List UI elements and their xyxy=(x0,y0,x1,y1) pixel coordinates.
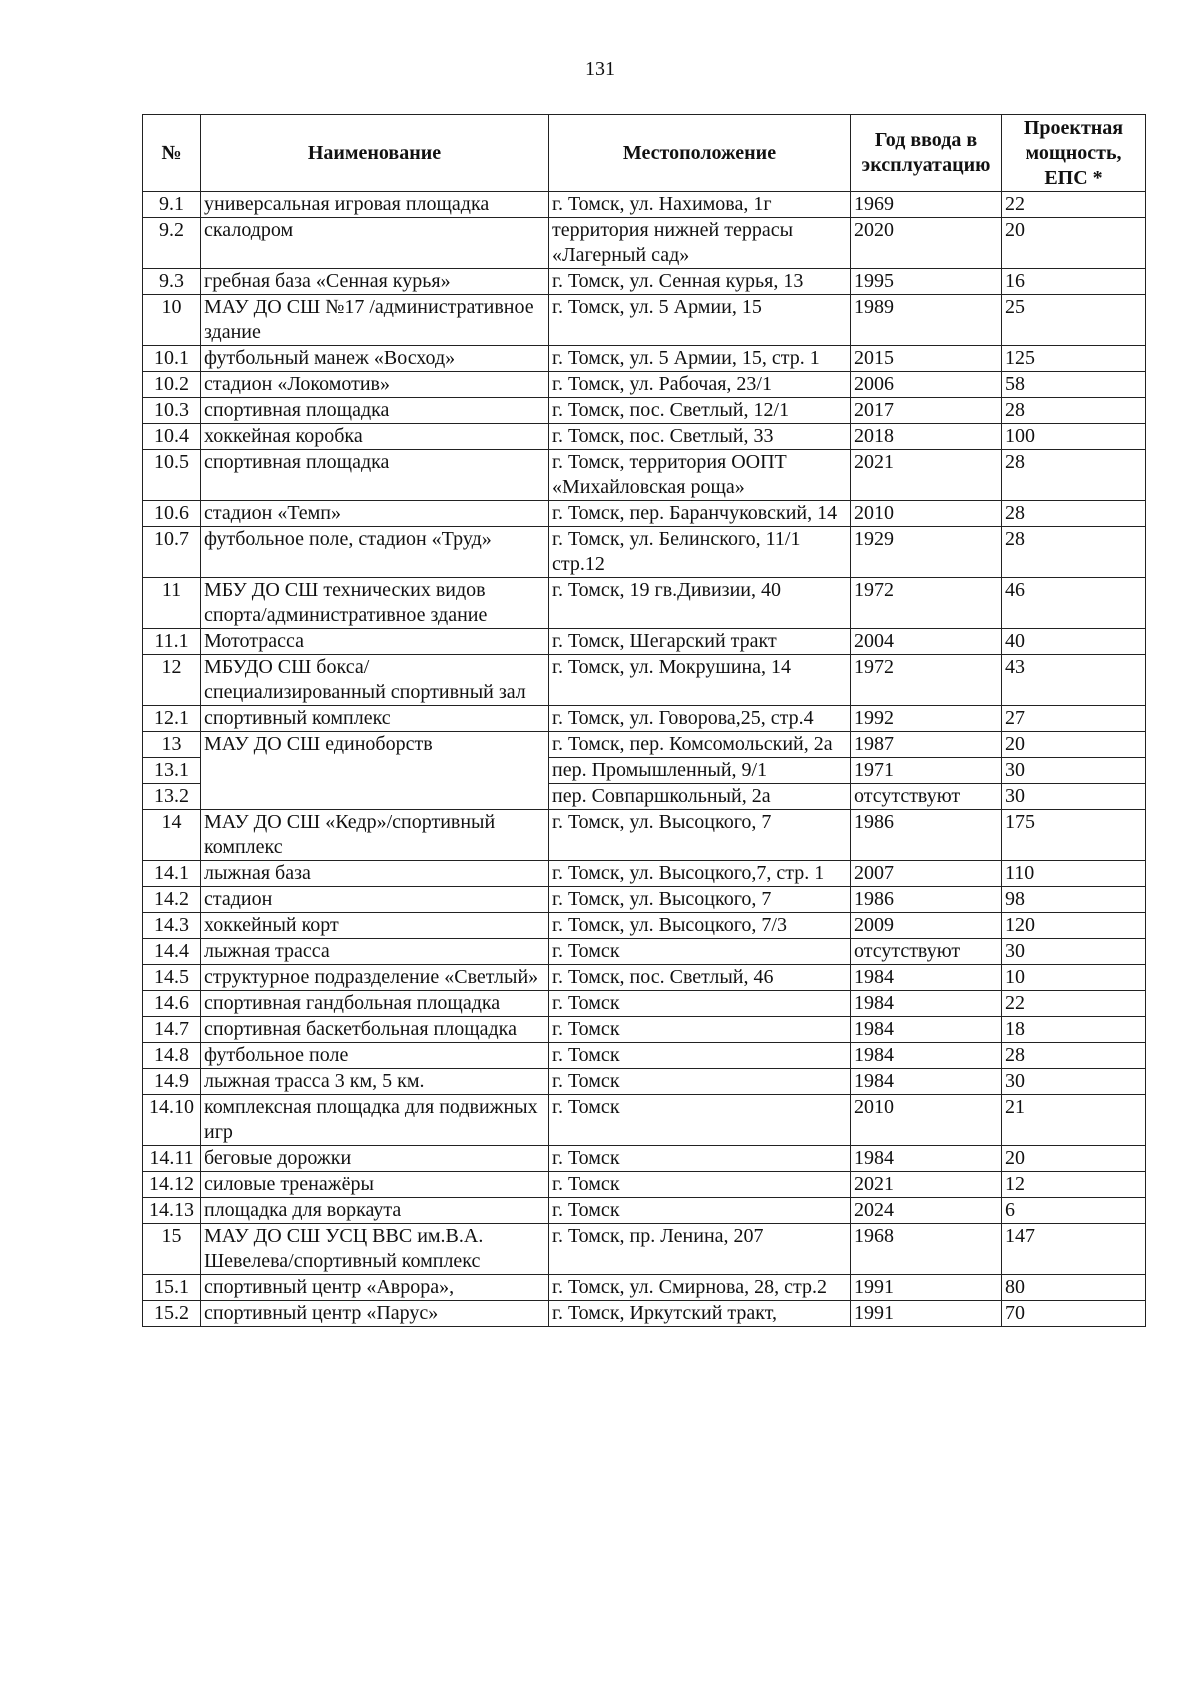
table-row xyxy=(143,810,1146,861)
cell-location: г. Томск xyxy=(549,1095,851,1146)
cell-capacity: 30 xyxy=(1002,784,1146,810)
cell-capacity: 20 xyxy=(1002,1146,1146,1172)
cell-year: 1984 xyxy=(851,965,1002,991)
cell-year: 1929 xyxy=(851,527,1002,578)
table-row xyxy=(143,269,1146,295)
cell-capacity: 22 xyxy=(1002,991,1146,1017)
cell-location: г. Томск, пос. Светлый, 33 xyxy=(549,424,851,450)
cell-location: г. Томск, пер. Баранчуковский, 14 xyxy=(549,501,851,527)
cell-name: МАУ ДО СШ единоборств xyxy=(201,732,549,810)
cell-num: 11.1 xyxy=(143,629,201,655)
cell-capacity: 28 xyxy=(1002,398,1146,424)
cell-name: хоккейный корт xyxy=(201,913,549,939)
cell-year: 2009 xyxy=(851,913,1002,939)
cell-year: 1987 xyxy=(851,732,1002,758)
cell-year: 2010 xyxy=(851,1095,1002,1146)
table-row xyxy=(143,861,1146,887)
cell-num: 14.4 xyxy=(143,939,201,965)
cell-name: спортивный центр «Аврора», xyxy=(201,1275,549,1301)
cell-location: г. Томск, Иркутский тракт, xyxy=(549,1301,851,1327)
cell-year: 1995 xyxy=(851,269,1002,295)
cell-name: универсальная игровая площадка xyxy=(201,192,549,218)
header-year: Год ввода в эксплуатацию xyxy=(851,115,1002,192)
table-row xyxy=(143,218,1146,269)
cell-name: хоккейная коробка xyxy=(201,424,549,450)
cell-num: 14.11 xyxy=(143,1146,201,1172)
header-name: Наименование xyxy=(201,115,549,192)
cell-name: лыжная трасса xyxy=(201,939,549,965)
cell-num: 15.2 xyxy=(143,1301,201,1327)
table-row xyxy=(143,346,1146,372)
cell-location: г. Томск, ул. Высоцкого, 7 xyxy=(549,887,851,913)
cell-name: Мототрасса xyxy=(201,629,549,655)
cell-num: 15.1 xyxy=(143,1275,201,1301)
cell-location: г. Томск, ул. Рабочая, 23/1 xyxy=(549,372,851,398)
cell-num: 14.2 xyxy=(143,887,201,913)
cell-capacity: 27 xyxy=(1002,706,1146,732)
table-row xyxy=(143,1069,1146,1095)
cell-year: 1984 xyxy=(851,1069,1002,1095)
cell-name: спортивная гандбольная площадка xyxy=(201,991,549,1017)
cell-location: г. Томск xyxy=(549,1198,851,1224)
cell-capacity: 110 xyxy=(1002,861,1146,887)
table-row xyxy=(143,965,1146,991)
table-row xyxy=(143,1146,1146,1172)
cell-capacity: 16 xyxy=(1002,269,1146,295)
cell-year: 2020 xyxy=(851,218,1002,269)
cell-capacity: 30 xyxy=(1002,758,1146,784)
cell-num: 14.9 xyxy=(143,1069,201,1095)
cell-location: г. Томск, ул. Белинского, 11/1 стр.12 xyxy=(549,527,851,578)
cell-year: отсутствуют xyxy=(851,784,1002,810)
table-row xyxy=(143,887,1146,913)
table-row xyxy=(143,398,1146,424)
cell-location: г. Томск xyxy=(549,1043,851,1069)
cell-num: 14.7 xyxy=(143,1017,201,1043)
sports-facilities-table xyxy=(142,114,1146,1327)
cell-year: 1969 xyxy=(851,192,1002,218)
cell-capacity: 30 xyxy=(1002,939,1146,965)
cell-year: 1972 xyxy=(851,578,1002,629)
cell-num: 14.13 xyxy=(143,1198,201,1224)
table-header-row xyxy=(143,115,1146,192)
cell-year: 2006 xyxy=(851,372,1002,398)
cell-name: лыжная база xyxy=(201,861,549,887)
cell-num: 10.5 xyxy=(143,450,201,501)
cell-location: г. Томск, ул. Говорова,25, стр.4 xyxy=(549,706,851,732)
cell-num: 11 xyxy=(143,578,201,629)
cell-name: площадка для воркаута xyxy=(201,1198,549,1224)
table-row xyxy=(143,1275,1146,1301)
cell-name: футбольное поле, стадион «Труд» xyxy=(201,527,549,578)
cell-year: 2010 xyxy=(851,501,1002,527)
cell-name: стадион «Локомотив» xyxy=(201,372,549,398)
cell-year: 1984 xyxy=(851,1146,1002,1172)
cell-capacity: 20 xyxy=(1002,218,1146,269)
cell-capacity: 46 xyxy=(1002,578,1146,629)
table-row xyxy=(143,1301,1146,1327)
cell-name: гребная база «Сенная курья» xyxy=(201,269,549,295)
cell-num: 9.1 xyxy=(143,192,201,218)
cell-location: г. Томск, ул. 5 Армии, 15, стр. 1 xyxy=(549,346,851,372)
cell-capacity: 28 xyxy=(1002,501,1146,527)
cell-capacity: 120 xyxy=(1002,913,1146,939)
cell-name: МАУ ДО СШ «Кедр»/спортивный комплекс xyxy=(201,810,549,861)
cell-location: пер. Промышленный, 9/1 xyxy=(549,758,851,784)
cell-year: 1968 xyxy=(851,1224,1002,1275)
cell-year: 2004 xyxy=(851,629,1002,655)
table-row xyxy=(143,732,1146,758)
cell-name: МАУ ДО СШ УСЦ ВВС им.В.А. Шевелева/спортивный комплекс xyxy=(201,1224,549,1275)
cell-name: стадион xyxy=(201,887,549,913)
cell-name: МАУ ДО СШ №17 /административное здание xyxy=(201,295,549,346)
cell-num: 10.6 xyxy=(143,501,201,527)
cell-year: 1991 xyxy=(851,1275,1002,1301)
table-row xyxy=(143,1017,1146,1043)
cell-capacity: 40 xyxy=(1002,629,1146,655)
cell-location: г. Томск xyxy=(549,1017,851,1043)
table-row xyxy=(143,629,1146,655)
cell-year: 2024 xyxy=(851,1198,1002,1224)
table-row xyxy=(143,578,1146,629)
cell-location: г. Томск, 19 гв.Дивизии, 40 xyxy=(549,578,851,629)
cell-capacity: 18 xyxy=(1002,1017,1146,1043)
cell-capacity: 70 xyxy=(1002,1301,1146,1327)
cell-num: 14.3 xyxy=(143,913,201,939)
cell-capacity: 28 xyxy=(1002,450,1146,501)
cell-capacity: 125 xyxy=(1002,346,1146,372)
cell-location: г. Томск, пр. Ленина, 207 xyxy=(549,1224,851,1275)
cell-name: спортивная площадка xyxy=(201,398,549,424)
cell-location: г. Томск, пос. Светлый, 12/1 xyxy=(549,398,851,424)
cell-year: 1984 xyxy=(851,991,1002,1017)
table-row xyxy=(143,706,1146,732)
cell-num: 10.1 xyxy=(143,346,201,372)
cell-num: 14.5 xyxy=(143,965,201,991)
cell-num: 9.2 xyxy=(143,218,201,269)
cell-location: г. Томск, ул. Смирнова, 28, стр.2 xyxy=(549,1275,851,1301)
table-row xyxy=(143,424,1146,450)
cell-num: 12.1 xyxy=(143,706,201,732)
cell-num: 10.4 xyxy=(143,424,201,450)
table-row xyxy=(143,192,1146,218)
cell-capacity: 175 xyxy=(1002,810,1146,861)
cell-year: 1989 xyxy=(851,295,1002,346)
cell-capacity: 28 xyxy=(1002,527,1146,578)
page-number: 131 xyxy=(585,58,615,80)
cell-location: г. Томск, ул. Мокрушина, 14 xyxy=(549,655,851,706)
table-row xyxy=(143,1198,1146,1224)
cell-location: г. Томск xyxy=(549,1146,851,1172)
table-row xyxy=(143,372,1146,398)
cell-num: 10.3 xyxy=(143,398,201,424)
cell-location: г. Томск, ул. Высоцкого,7, стр. 1 xyxy=(549,861,851,887)
cell-capacity: 100 xyxy=(1002,424,1146,450)
cell-capacity: 98 xyxy=(1002,887,1146,913)
cell-year: 1991 xyxy=(851,1301,1002,1327)
cell-name: футбольное поле xyxy=(201,1043,549,1069)
cell-location: г. Томск, ул. Сенная курья, 13 xyxy=(549,269,851,295)
cell-location: пер. Совпаршкольный, 2а xyxy=(549,784,851,810)
cell-capacity: 147 xyxy=(1002,1224,1146,1275)
cell-year: 1986 xyxy=(851,887,1002,913)
cell-capacity: 43 xyxy=(1002,655,1146,706)
cell-capacity: 6 xyxy=(1002,1198,1146,1224)
table-row xyxy=(143,913,1146,939)
cell-name: силовые тренажёры xyxy=(201,1172,549,1198)
cell-name: спортивный комплекс xyxy=(201,706,549,732)
cell-capacity: 28 xyxy=(1002,1043,1146,1069)
cell-year: 1984 xyxy=(851,1017,1002,1043)
table-row xyxy=(143,991,1146,1017)
cell-name: беговые дорожки xyxy=(201,1146,549,1172)
cell-location: г. Томск xyxy=(549,939,851,965)
cell-name: спортивная баскетбольная площадка xyxy=(201,1017,549,1043)
cell-name: МБУ ДО СШ технических видов спорта/административное здание xyxy=(201,578,549,629)
cell-num: 9.3 xyxy=(143,269,201,295)
cell-capacity: 80 xyxy=(1002,1275,1146,1301)
cell-num: 14.8 xyxy=(143,1043,201,1069)
cell-location: г. Томск, ул. Нахимова, 1г xyxy=(549,192,851,218)
cell-capacity: 21 xyxy=(1002,1095,1146,1146)
cell-year: 2018 xyxy=(851,424,1002,450)
cell-num: 13 xyxy=(143,732,201,758)
cell-location: г. Томск xyxy=(549,991,851,1017)
cell-name: лыжная трасса 3 км, 5 км. xyxy=(201,1069,549,1095)
cell-capacity: 10 xyxy=(1002,965,1146,991)
cell-name: структурное подразделение «Светлый» xyxy=(201,965,549,991)
cell-num: 12 xyxy=(143,655,201,706)
cell-num: 15 xyxy=(143,1224,201,1275)
cell-name: стадион «Темп» xyxy=(201,501,549,527)
cell-num: 14.1 xyxy=(143,861,201,887)
cell-year: 1971 xyxy=(851,758,1002,784)
cell-capacity: 20 xyxy=(1002,732,1146,758)
cell-year: 2017 xyxy=(851,398,1002,424)
cell-num: 13.1 xyxy=(143,758,201,784)
cell-year: 1986 xyxy=(851,810,1002,861)
cell-name: футбольный манеж «Восход» xyxy=(201,346,549,372)
cell-num: 10.2 xyxy=(143,372,201,398)
cell-location: г. Томск, территория ООПТ «Михайловская роща» xyxy=(549,450,851,501)
cell-capacity: 12 xyxy=(1002,1172,1146,1198)
cell-num: 10.7 xyxy=(143,527,201,578)
cell-year: 1992 xyxy=(851,706,1002,732)
cell-location: г. Томск, пер. Комсомольский, 2а xyxy=(549,732,851,758)
table-row xyxy=(143,1043,1146,1069)
cell-location: г. Томск, ул. 5 Армии, 15 xyxy=(549,295,851,346)
cell-year: 1972 xyxy=(851,655,1002,706)
table-row xyxy=(143,939,1146,965)
header-location: Местоположение xyxy=(549,115,851,192)
table-body xyxy=(143,192,1146,1327)
table-row xyxy=(143,1095,1146,1146)
cell-num: 14 xyxy=(143,810,201,861)
table-row xyxy=(143,450,1146,501)
cell-year: 2007 xyxy=(851,861,1002,887)
cell-num: 13.2 xyxy=(143,784,201,810)
cell-capacity: 25 xyxy=(1002,295,1146,346)
header-capacity: Проектная мощность, ЕПС * xyxy=(1002,115,1146,192)
cell-location: г. Томск xyxy=(549,1172,851,1198)
cell-capacity: 30 xyxy=(1002,1069,1146,1095)
cell-name: спортивная площадка xyxy=(201,450,549,501)
cell-location: г. Томск, ул. Высоцкого, 7 xyxy=(549,810,851,861)
cell-num: 14.12 xyxy=(143,1172,201,1198)
table-row xyxy=(143,1172,1146,1198)
cell-location: г. Томск, Шегарский тракт xyxy=(549,629,851,655)
cell-num: 14.6 xyxy=(143,991,201,1017)
cell-capacity: 58 xyxy=(1002,372,1146,398)
table-row xyxy=(143,501,1146,527)
table-row xyxy=(143,655,1146,706)
cell-location: г. Томск, пос. Светлый, 46 xyxy=(549,965,851,991)
cell-capacity: 22 xyxy=(1002,192,1146,218)
cell-year: 1984 xyxy=(851,1043,1002,1069)
cell-num: 10 xyxy=(143,295,201,346)
cell-name: спортивный центр «Парус» xyxy=(201,1301,549,1327)
cell-year: 2015 xyxy=(851,346,1002,372)
cell-location: территория нижней террасы «Лагерный сад» xyxy=(549,218,851,269)
cell-name: скалодром xyxy=(201,218,549,269)
cell-location: г. Томск xyxy=(549,1069,851,1095)
cell-name: МБУДО СШ бокса/специализированный спортивный зал xyxy=(201,655,549,706)
cell-location: г. Томск, ул. Высоцкого, 7/3 xyxy=(549,913,851,939)
cell-year: 2021 xyxy=(851,1172,1002,1198)
table-row xyxy=(143,527,1146,578)
cell-year: отсутствуют xyxy=(851,939,1002,965)
cell-year: 2021 xyxy=(851,450,1002,501)
table-row xyxy=(143,1224,1146,1275)
cell-num: 14.10 xyxy=(143,1095,201,1146)
header-num: № xyxy=(143,115,201,192)
cell-name: комплексная площадка для подвижных игр xyxy=(201,1095,549,1146)
table-row xyxy=(143,295,1146,346)
